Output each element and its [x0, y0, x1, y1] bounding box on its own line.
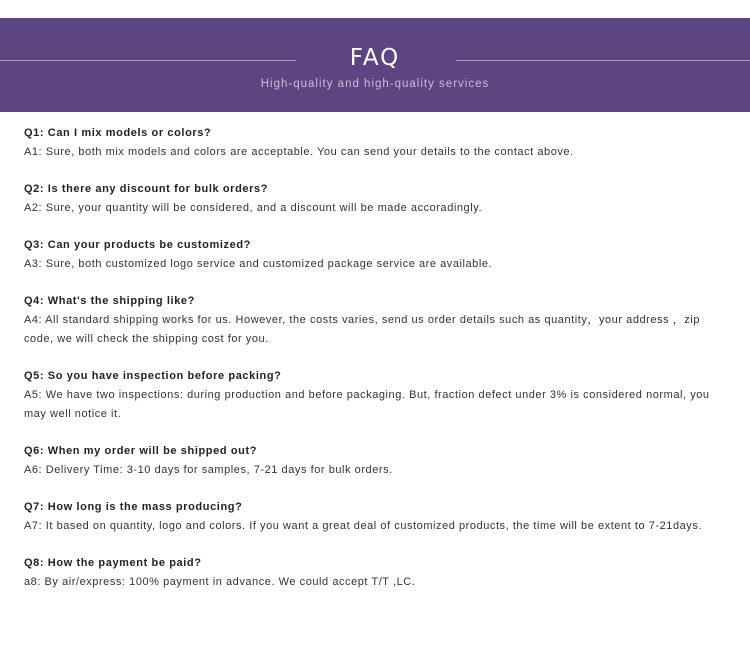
faq-question: Q2: Is there any discount for bulk orders?: [24, 183, 269, 195]
faq-question: Q3: Can your products be customized?: [24, 239, 251, 251]
faq-item-1: [24, 124, 724, 162]
faq-answer: A3: Sure, both customized logo service and customized package service are available.: [24, 258, 493, 270]
faq-answer: A4: All standard shipping works for us. However, the costs varies, send us order details such as quantity，your address ，zip code, we will check the shipping cost for you.: [24, 314, 700, 345]
faq-answer: A5: We have two inspections: during production and before packaging. But, fraction defect under 3% is considered normal, you may well notice it.: [24, 389, 710, 420]
faq-answer: A7: It based on quantity, logo and colors. If you want a great deal of customized products, the time will be extent to 7-21days.: [24, 520, 702, 532]
faq-item-5: [24, 367, 724, 424]
faq-list: [24, 124, 724, 592]
faq-question: Q6: When my order will be shipped out?: [24, 445, 258, 457]
faq-question: Q1: Can I mix models or colors?: [24, 127, 212, 139]
faq-item-2: [24, 180, 724, 218]
page-subtitle: High-quality and high-quality services: [260, 78, 490, 90]
faq-question: Q4: What's the shipping like?: [24, 295, 195, 307]
faq-item-3: [24, 236, 724, 274]
page-title: FAQ: [349, 45, 401, 71]
faq-answer: a8: By air/express: 100% payment in advance. We could accept T/T ,LC.: [24, 576, 416, 588]
faq-question: Q7: How long is the mass producing?: [24, 501, 243, 513]
faq-item-4: [24, 292, 724, 349]
faq-item-6: [24, 442, 724, 480]
faq-banner: [0, 18, 750, 112]
faq-question: Q8: How the payment be paid?: [24, 557, 202, 569]
faq-answer: A6: Delivery Time: 3-10 days for samples, 7-21 days for bulk orders.: [24, 464, 393, 476]
faq-answer: A1: Sure, both mix models and colors are acceptable. You can send your details to the contact above.: [24, 146, 574, 158]
faq-item-7: [24, 498, 724, 536]
faq-question: Q5: So you have inspection before packing?: [24, 370, 282, 382]
faq-item-8: [24, 554, 724, 592]
faq-answer: A2: Sure, your quantity will be considered, and a discount will be made accoradingly.: [24, 202, 483, 214]
